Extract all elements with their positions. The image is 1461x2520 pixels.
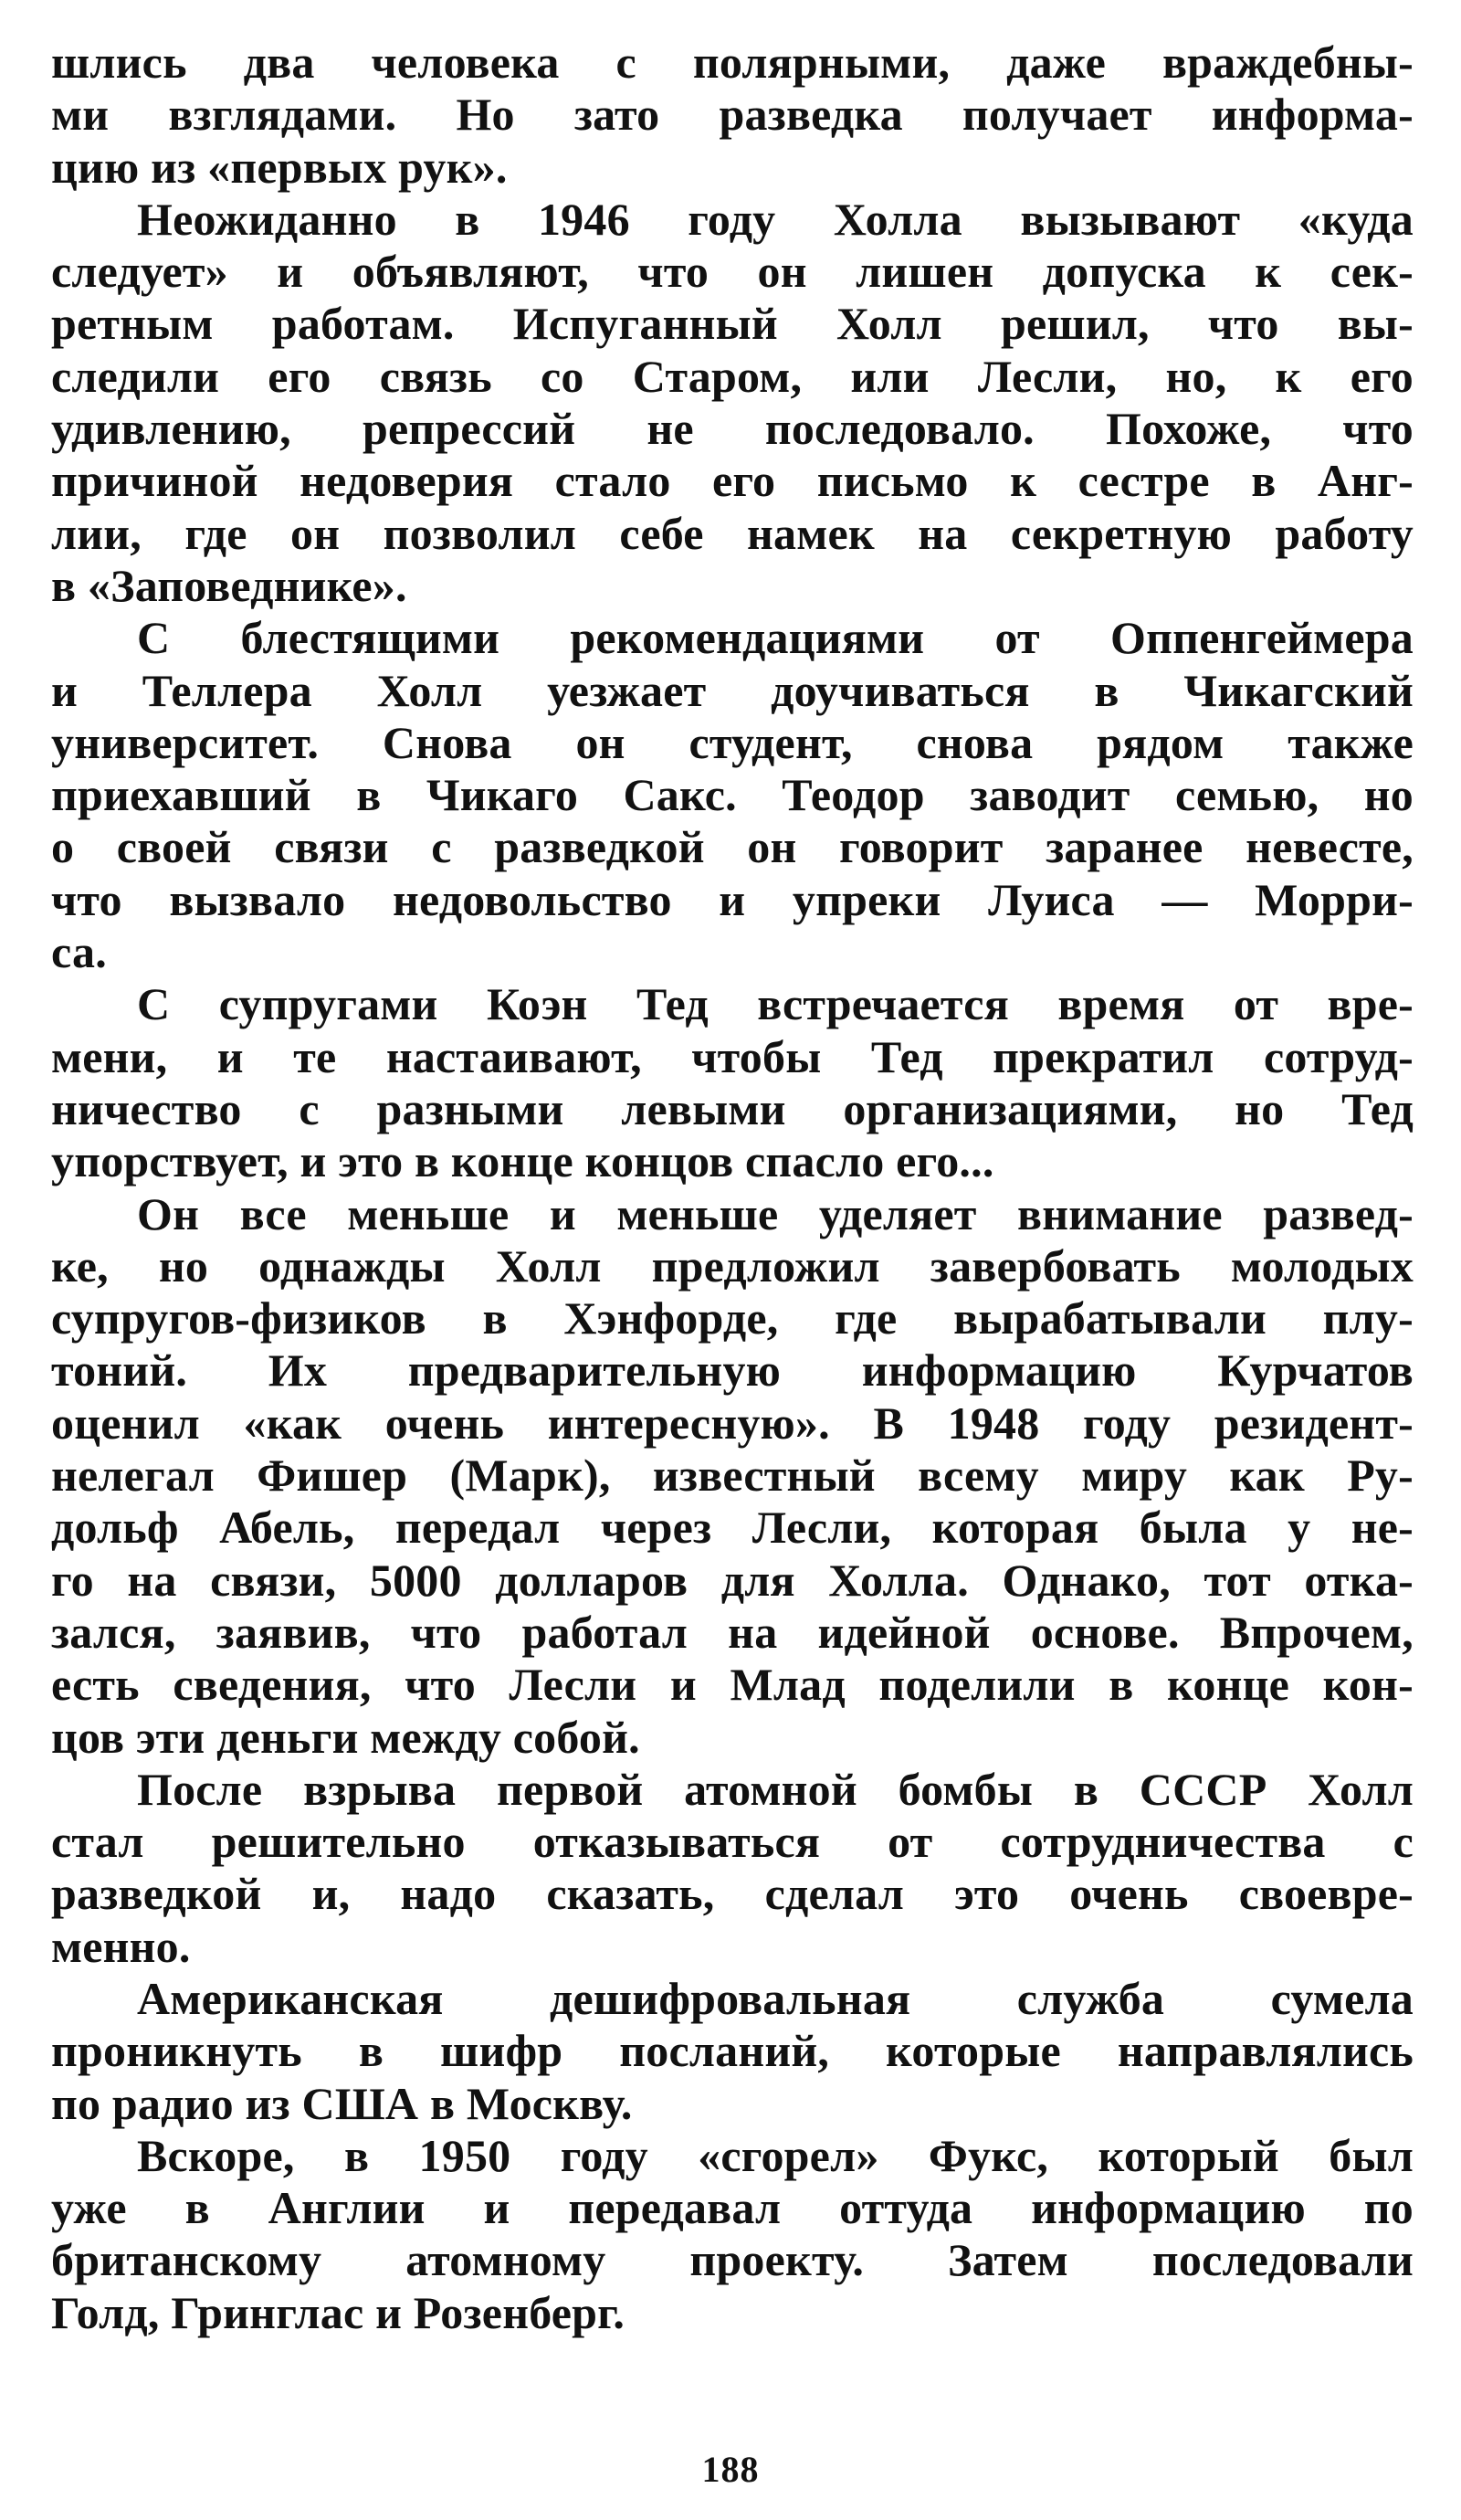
text-line: мени, и те настаивают, чтобы Тед прекратил сотруд- (51, 1030, 1414, 1082)
text-line: проникнуть в шифр посланий, которые направлялись (51, 2025, 1414, 2077)
paragraph (51, 37, 1414, 194)
text-line: нелегал Фишер (Марк), известный всему миру как Ру- (51, 1450, 1414, 1502)
text-line: следует» и объявляют, что он лишен допуска к сек- (51, 246, 1414, 298)
text-line: менно. (51, 1920, 191, 1972)
text-line: После взрыва первой атомной бомбы в СССР Холл (137, 1763, 1414, 1815)
paragraph (51, 612, 1414, 978)
text-line: ретным работам. Испуганный Холл решил, что вы- (51, 298, 1414, 350)
text-line: приехавший в Чикаго Сакс. Теодор заводит семью, но (51, 769, 1414, 821)
text-line: шлись два человека с полярными, даже враждебны- (51, 37, 1414, 88)
text-line: Он все меньше и меньше уделяет внимание развед- (137, 1187, 1414, 1239)
paragraph (51, 1188, 1414, 1764)
text-line: зался, заявив, что работал на идейной основе. Впрочем, (51, 1606, 1414, 1658)
text-line: Американская дешифровальная служба сумела (137, 1972, 1414, 2024)
text-line: Голд, Гринглас и Розенберг. (51, 2286, 625, 2338)
text-line: оценил «как очень интересную». В 1948 году резидент- (51, 1397, 1414, 1449)
text-line: цов эти деньги между собой. (51, 1711, 640, 1763)
text-line: Неожиданно в 1946 году Холла вызывают «куда (137, 193, 1414, 245)
paragraph (51, 1973, 1414, 2130)
text-line: супругов-физиков в Хэнфорде, где вырабатывали плу- (51, 1292, 1414, 1344)
text-line: причиной недоверия стало его письмо к сестре в Анг- (51, 455, 1414, 507)
text-line: и Теллера Холл уезжает доучиваться в Чикагский (51, 664, 1414, 716)
text-line: стал решительно отказываться от сотрудничества с (51, 1816, 1414, 1868)
page-number: 188 (701, 2449, 760, 2490)
text-line: британскому атомному проекту. Затем последовали (51, 2234, 1414, 2286)
text-line: дольф Абель, передал через Лесли, которая была у не- (51, 1502, 1414, 1554)
text-line: ничество с разными левыми организациями, но Тед (51, 1082, 1414, 1134)
text-line: университет. Снова он студент, снова рядом также (51, 716, 1414, 768)
paragraph (51, 1764, 1414, 1973)
text-line: что вызвало недовольство и упреки Луиса — Морри- (51, 873, 1414, 925)
text-line: есть сведения, что Лесли и Млад поделили в конце кон- (51, 1659, 1414, 1711)
text-line: лии, где он позволил себе намек на секретную работу (51, 507, 1414, 559)
text-line: С блестящими рекомендациями от Оппенгеймера (137, 612, 1414, 664)
text-line: по радио из США в Москву. (51, 2077, 633, 2129)
paragraph (51, 978, 1414, 1187)
paragraph (51, 194, 1414, 612)
text-line: ми взглядами. Но зато разведка получает информа- (51, 89, 1414, 141)
text-line: разведкой и, надо сказать, сделал это очень своевре- (51, 1868, 1414, 1920)
text-line: го на связи, 5000 долларов для Холла. Однако, тот отка- (51, 1554, 1414, 1606)
text-line: следили его связь со Старом, или Лесли, но, к его (51, 350, 1414, 402)
text-line: упорствует, и это в конце концов спасло его... (51, 1135, 994, 1187)
text-line: о своей связи с разведкой он говорит заранее невесте, (51, 821, 1414, 873)
text-line: Вскоре, в 1950 году «сгорел» Фукс, который был (137, 2129, 1414, 2181)
page-body (51, 37, 1414, 2339)
paragraph (51, 2130, 1414, 2339)
text-line: удивлению, репрессий не последовало. Похоже, что (51, 403, 1414, 455)
text-line: уже в Англии и передавал оттуда информацию по (51, 2182, 1414, 2234)
text-line: ке, но однажды Холл предложил завербовать молодых (51, 1239, 1414, 1292)
text-line: в «Заповеднике». (51, 559, 407, 611)
text-line: тоний. Их предварительную информацию Курчатов (51, 1344, 1414, 1397)
text-line: са. (51, 926, 107, 978)
text-line: С супругами Коэн Тед встречается время от вре- (137, 978, 1414, 1030)
text-line: цию из «первых рук». (51, 141, 508, 193)
